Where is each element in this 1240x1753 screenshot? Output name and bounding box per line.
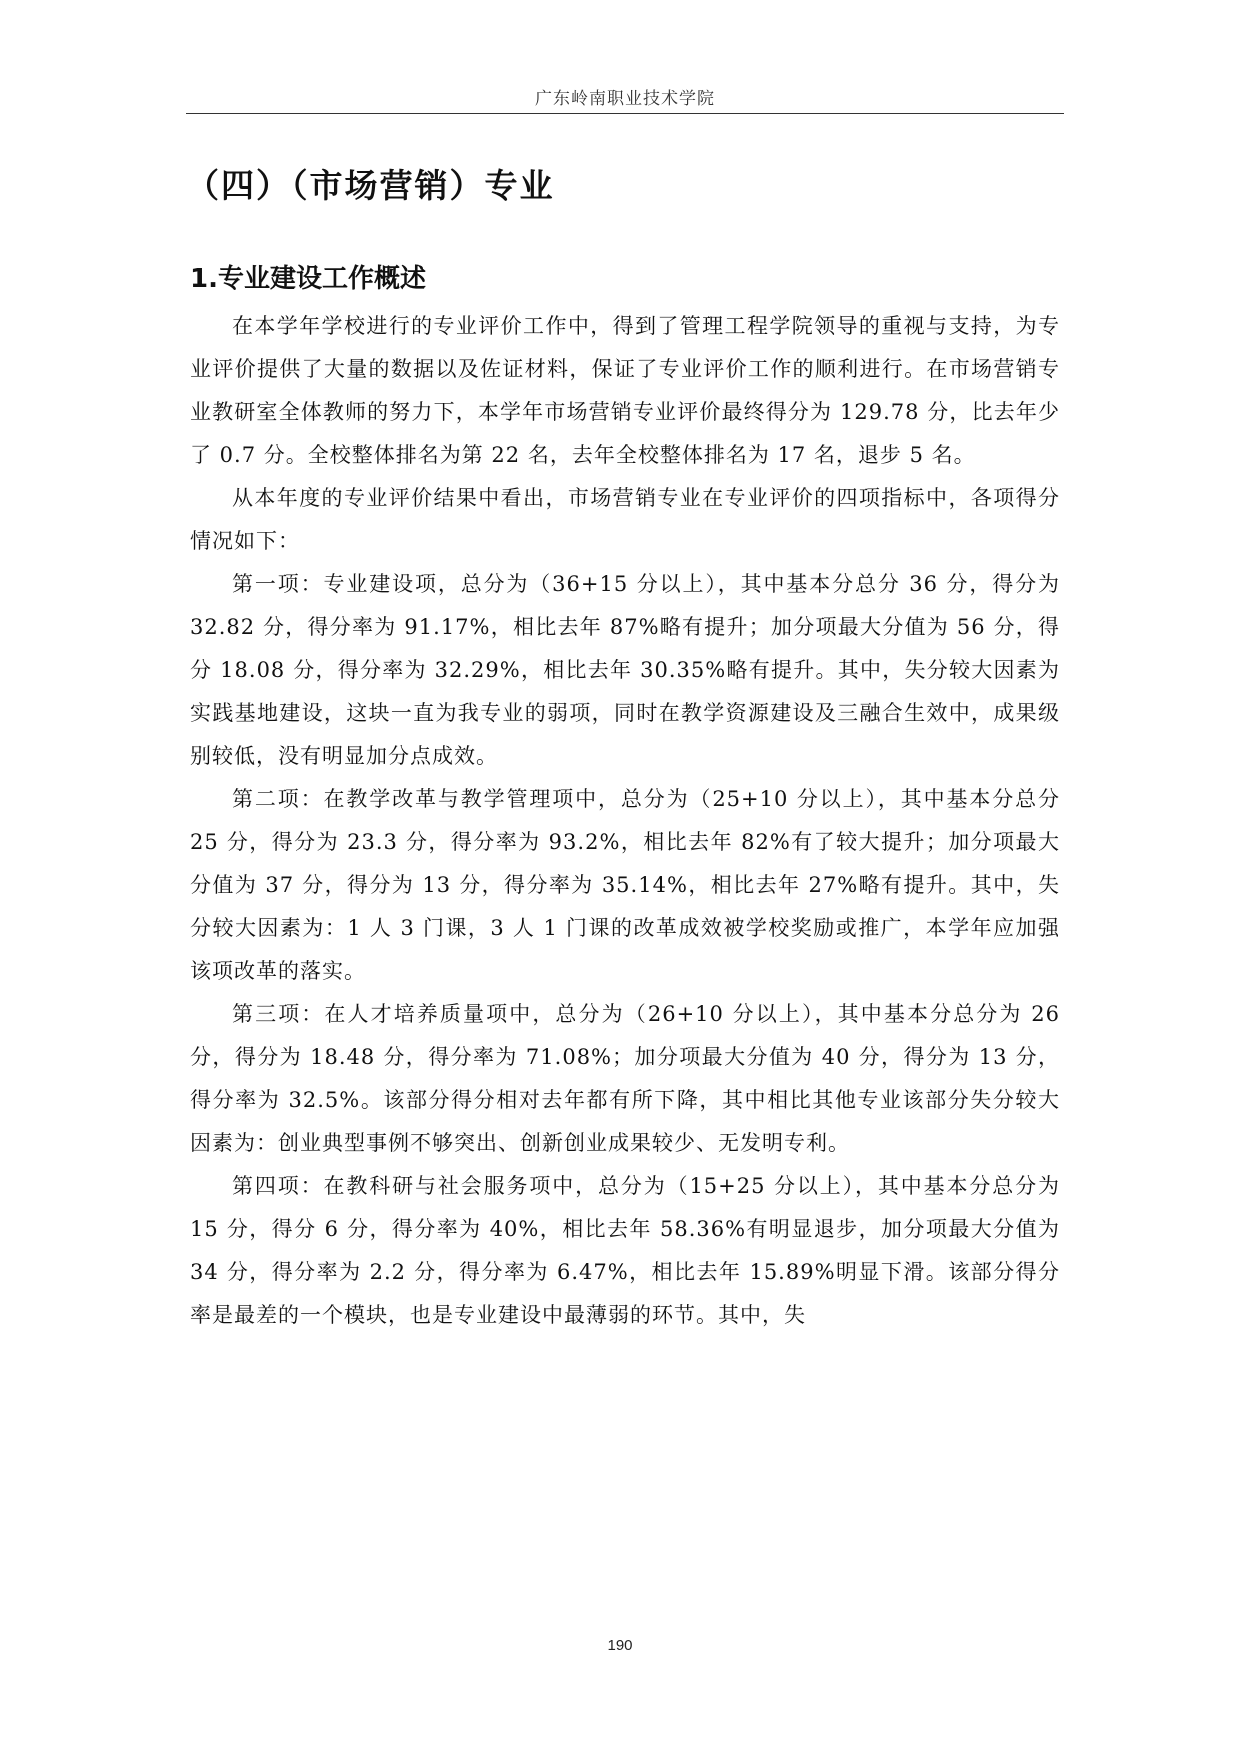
- running-header: 广东岭南职业技术学院: [535, 89, 715, 109]
- paragraph-item-two: 第二项：在教学改革与教学管理项中，总分为（25+10 分以上），其中基本分总分 25 分，得分为 23.3 分，得分率为 93.2%，相比去年 82%有了较大提升；加分项最大分值为 37 分，得分为 13 分，得分率为 35.14%，相比去年 27%略有提升。其中，失分较大因素为：1 人 3 门课，3 人 1 门课的改革成效被学校奖励或推广，本学年应加强该项改革的落实。: [190, 787, 1060, 983]
- header-divider: [186, 113, 1064, 114]
- paragraph-item-three: 第三项：在人才培养质量项中，总分为（26+10 分以上），其中基本分总分为 26 分，得分为 18.48 分，得分率为 71.08%；加分项最大分值为 40 分，得分为 13 分，得分率为 32.5%。该部分得分相对去年都有所下降，其中相比其他专业该部分失分较大因素为：创业典型事例不够突出、创新创业成果较少、无发明专利。: [190, 1002, 1060, 1155]
- paragraph-item-four: 第四项：在教科研与社会服务项中，总分为（15+25 分以上），其中基本分总分为 15 分，得分 6 分，得分率为 40%，相比去年 58.36%有明显退步，加分项最大分值为 34 分，得分率为 2.2 分，得分率为 6.47%，相比去年 15.89%明显下滑。该部分得分率是最差的一个模块，也是专业建设中最薄弱的环节。其中，失: [190, 1174, 1060, 1327]
- paragraph-results-intro: 从本年度的专业评价结果中看出，市场营销专业在专业评价的四项指标中，各项得分情况如下：: [190, 486, 1060, 553]
- paragraph-overview: 在本学年学校进行的专业评价工作中，得到了管理工程学院领导的重视与支持，为专业评价提供了大量的数据以及佐证材料，保证了专业评价工作的顺利进行。在市场营销专业教研室全体教师的努力下，本学年市场营销专业评价最终得分为 129.78 分，比去年少了 0.7 分。全校整体排名为第 22 名，去年全校整体排名为 17 名，退步 5 名。: [190, 314, 1060, 467]
- page-number: 190: [607, 1637, 633, 1654]
- body-text: [190, 305, 1060, 1337]
- subsection-title: 1.专业建设工作概述: [190, 264, 426, 294]
- paragraph-item-one: 第一项：专业建设项，总分为（36+15 分以上），其中基本分总分 36 分，得分为 32.82 分，得分率为 91.17%，相比去年 87%略有提升；加分项最大分值为 56 分，得分 18.08 分，得分率为 32.29%，相比去年 30.35%略有提升。其中，失分较大因素为实践基地建设，这块一直为我专业的弱项，同时在教学资源建设及三融合生效中，成果级别较低，没有明显加分点成效。: [190, 572, 1060, 768]
- section-title: （四）（市场营销）专业: [186, 166, 555, 205]
